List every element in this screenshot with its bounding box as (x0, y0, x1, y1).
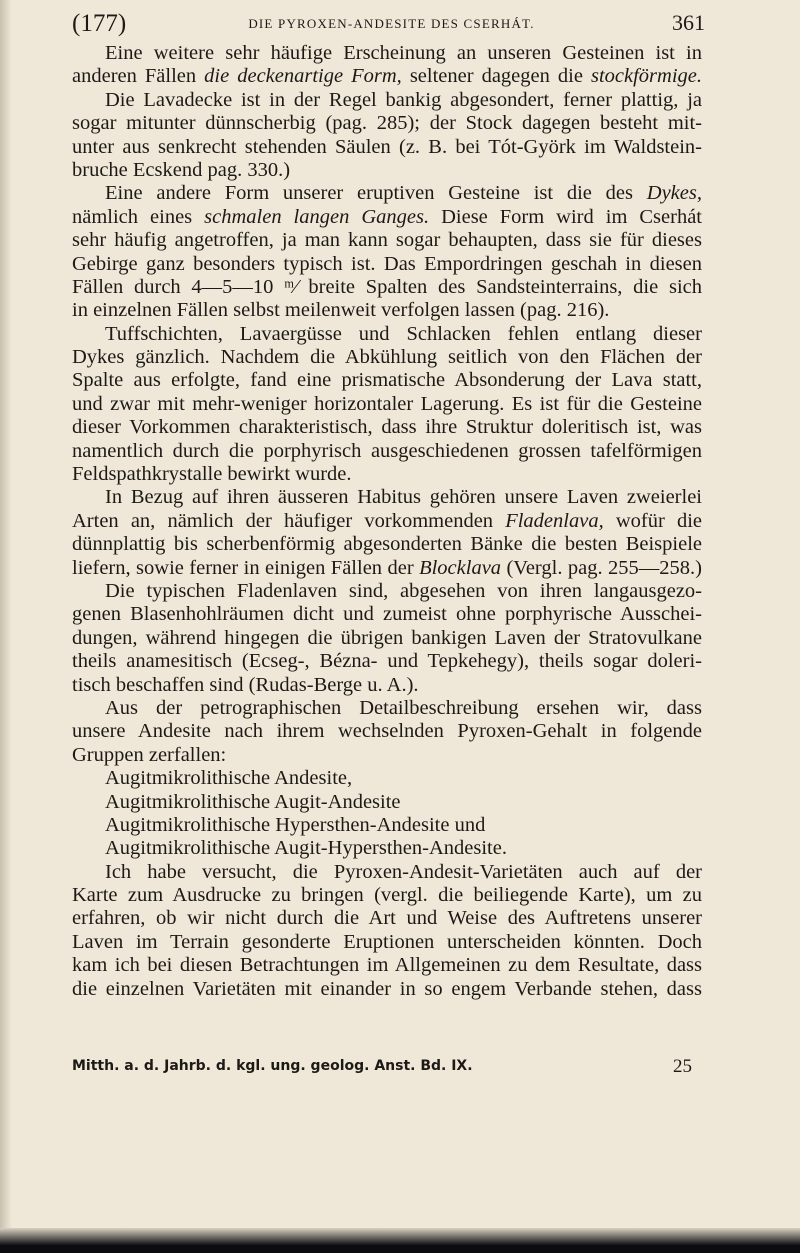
text-run: Ich habe versucht, die Pyroxen-Andesit-Varietäten auch auf der (105, 860, 702, 883)
text-line (72, 861, 702, 884)
text-run: wofür die (603, 509, 702, 532)
page-number: 361 (672, 10, 705, 35)
text-run: Augitmikrolithische Augit-Andesite (105, 790, 401, 813)
text-line (72, 744, 702, 767)
text-run: dünnplattig bis scherbenförmig abgesonderten Bänke die besten Beispiele (72, 533, 702, 556)
text-line (72, 42, 702, 65)
text-line (72, 136, 702, 159)
text-line (72, 440, 702, 463)
text-line (72, 884, 702, 907)
text-line (72, 393, 702, 416)
italic-text: schmalen langen Ganges. (204, 205, 430, 228)
text-run: Karte zum Ausdrucke zu bringen (vergl. die beiliegende Karte), um zu (72, 884, 702, 907)
text-run: tisch beschaffen sind (Rudas-Berge u. A.). (72, 673, 419, 696)
text-run: Augitmikrolithische Augit-Hypersthen-Andesite. (105, 837, 507, 860)
text-line (72, 720, 702, 743)
running-title: DIE PYROXEN-ANDESITE DES CSERHÁT. (248, 16, 535, 31)
text-line (72, 346, 702, 369)
text-run: Aus der petrographischen Detailbeschreibung ersehen wir, dass (105, 696, 702, 719)
section-number: (177) (72, 10, 127, 37)
text-run: dieser Vorkommen charakteristisch, dass ihre Struktur doleritisch ist, was (72, 416, 702, 439)
text-run: Fällen durch 4—5—10 ᵐ⁄ breite Spalten des Sandsteinterrains, die sich (72, 275, 702, 298)
text-run: In Bezug auf ihren äusseren Habitus gehören unsere Laven zweierlei (105, 486, 702, 509)
text-line (72, 206, 702, 229)
text-line (72, 814, 702, 837)
text-line (72, 463, 702, 486)
text-run: in einzelnen Fällen selbst meilenweit verfolgen lassen (pag. 216). (72, 299, 610, 322)
text-line (72, 791, 702, 814)
text-line (72, 416, 702, 439)
text-run: seltener dagegen die (401, 65, 591, 88)
text-line (72, 931, 702, 954)
text-run: genen Blasenhohlräumen dicht und zumeist ohne porphyrische Ausschei- (72, 603, 702, 626)
text-line (72, 697, 702, 720)
text-run: Tuffschichten, Lavaergüsse und Schlacken fehlen entlang dieser (105, 322, 702, 345)
text-run: Spalte aus erfolgte, fand eine prismatische Absonderung der Lava statt, (72, 369, 702, 392)
text-line (72, 674, 702, 697)
italic-text: Fladenlava, (505, 509, 604, 532)
text-line (72, 276, 702, 299)
text-line (72, 510, 702, 533)
text-run: anderen Fällen (72, 65, 205, 88)
text-run: Arten an, nämlich der häufiger vorkommenden (72, 509, 506, 532)
text-run: Diese Form wird im Cserhát (429, 205, 702, 228)
text-line (72, 159, 702, 182)
text-line (72, 978, 702, 1001)
italic-text: die deckenartige Form, (204, 65, 402, 88)
text-line (72, 299, 702, 322)
text-run: unsere Andesite nach ihrem wechselnden Pyroxen-Gehalt in folgende (72, 720, 702, 743)
text-run: (Vergl. pag. 255—258.) (501, 556, 702, 579)
body-text (72, 42, 702, 1001)
text-line (72, 954, 702, 977)
text-line (72, 323, 702, 346)
text-run: liefern, sowie ferner in einigen Fällen der (72, 556, 420, 579)
text-line (72, 533, 702, 556)
page-edge-shadow (0, 0, 12, 1253)
text-line (72, 603, 702, 626)
text-run: unter aus senkrecht stehenden Säulen (z. B. bei Tót-Györk im Waldstein- (72, 135, 702, 158)
text-line (72, 767, 702, 790)
text-line (72, 229, 702, 252)
text-run: Augitmikrolithische Andesite, (105, 767, 353, 790)
text-line (72, 253, 702, 276)
text-run: bruche Ecskend pag. 330.) (72, 158, 291, 181)
text-line (72, 182, 702, 205)
text-line (72, 580, 702, 603)
bottom-edge-shadow (0, 1228, 800, 1253)
text-run: Eine weitere sehr häufige Erscheinung an unseren Gesteinen ist in (105, 42, 702, 64)
text-run: kam ich bei diesen Betrachtungen im Allgemeinen zu dem Resultate, dass (72, 954, 702, 977)
text-run: und zwar mit mehr-weniger horizontaler Lagerung. Es ist für die Gesteine (72, 392, 702, 415)
text-line (72, 65, 702, 88)
text-line (72, 627, 702, 650)
text-line (72, 486, 702, 509)
text-run: dungen, während hingegen die übrigen bankigen Laven der Stratovulkane (72, 626, 702, 649)
italic-text: Dykes, (646, 182, 702, 205)
italic-text: Blocklava (419, 556, 502, 579)
text-run: Gruppen zerfallen: (72, 743, 227, 766)
text-run: namentlich durch die porphyrisch ausgeschiedenen grossen tafelförmigen (72, 439, 702, 462)
text-run: Eine andere Form unserer eruptiven Gesteine ist die des (105, 182, 647, 205)
text-run: Die typischen Fladenlaven sind, abgesehen von ihren langausgezo- (105, 579, 702, 602)
footer (72, 1058, 702, 1080)
text-run: erfahren, ob wir nicht durch die Art und Weise des Auftretens unserer (72, 907, 702, 930)
text-run: Augitmikrolithische Hypersthen-Andesite und (105, 813, 486, 836)
text-run: nämlich eines (72, 205, 205, 228)
text-run: Die Lavadecke ist in der Regel bankig abgesondert, ferner plattig, ja (105, 88, 702, 111)
text-line (72, 112, 702, 135)
text-line (72, 557, 702, 580)
journal-citation: Mitth. a. d. Jahrb. d. kgl. ung. geolog. Anst. Bd. IX. (72, 1058, 473, 1074)
text-line (72, 650, 702, 673)
text-line (72, 907, 702, 930)
italic-text: stockförmige. (590, 65, 702, 88)
text-run: Dykes gänzlich. Nachdem die Abkühlung seitlich von den Flächen der (72, 346, 702, 369)
text-run: Gebirge ganz besonders typisch ist. Das Empordringen geschah in diesen (72, 252, 702, 275)
text-run: Feldspathkrystalle bewirkt wurde. (72, 463, 352, 486)
text-line (72, 89, 702, 112)
text-run: sogar mitunter dünnscherbig (pag. 285); der Stock dagegen besteht mit- (72, 112, 702, 135)
text-run: die einzelnen Varietäten mit einander in so engem Verbande stehen, dass (72, 977, 702, 1000)
text-line (72, 837, 702, 860)
text-run: sehr häufig angetroffen, ja man kann sogar behaupten, dass sie für dieses (72, 229, 702, 252)
text-line (72, 369, 702, 392)
signature-number: 25 (673, 1056, 692, 1077)
text-run: Laven im Terrain gesonderte Eruptionen unterscheiden könnten. Doch (72, 930, 702, 953)
text-run: theils anamesitisch (Ecseg-, Bézna- und Tepkehegy), theils sogar doleri- (72, 650, 702, 673)
